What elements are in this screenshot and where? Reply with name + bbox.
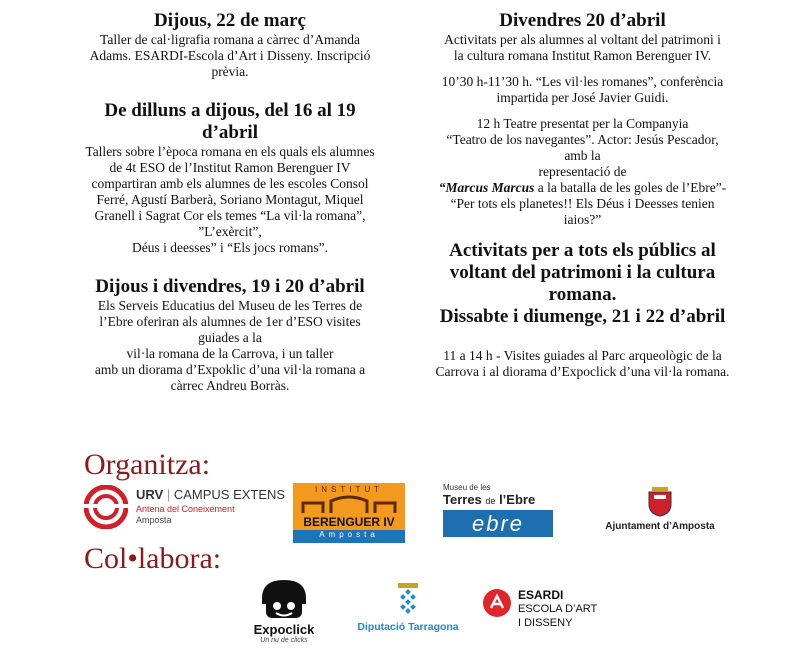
institut-name: BERENGUER IV [303,515,395,529]
urv-emblem-icon [84,485,128,529]
museu-ebre: l’Ebre [499,492,536,507]
event-description: 11 a 14 h - Visites guiades al Parc arqueològic de la Carrova i al diorama d’Expoclick d’una vil·la romana. [435,348,730,379]
left-column [70,10,390,404]
ajuntament-name: Ajuntament d’Amposta [605,521,715,532]
museu-terres: Terres [443,492,482,507]
diputacio-logo [352,583,464,643]
event-description [415,180,750,228]
urv-name: URV [136,487,164,502]
ajuntament-shield-icon [646,483,674,517]
event-description: Tallers sobre l’època romana en els quals els alumnes de 4t ESO de l’Institut Ramon Berenguer IV compartiran amb els alumnes de les escoles Consol Ferré, Agustí Barberà, Soriano Montagut, Miquel Granell i Sagrat Cor els temes “La vil·la romana”, ”L’exèrcit”, Déus i deesses” i “Els jocs romans”. [85,144,375,255]
museu-logo [443,483,555,541]
event-heading: Dijous, 22 de març [154,10,306,31]
museu-small: Museu de les [443,483,491,492]
institut-arch-icon [293,495,405,515]
play-title: “Marcus Marcus [438,180,535,195]
esardi-logo [482,588,602,644]
institut-top: INSTITUT [315,485,383,494]
expoclick-tag: Un riu de clicks [260,637,308,644]
right-column [415,10,750,380]
urv-campus: CAMPUS EXTENS [173,487,286,502]
institut-city: Amposta [293,530,405,543]
diputacio-name: Diputació Tarragona [357,621,459,633]
museu-band: ebre [443,510,553,537]
urv-logo: URV | CAMPUS EXTENS Antena del Coneixement Amposta [84,483,274,533]
urv-antena: Antena del Coneixement [136,504,235,514]
event-heading: Divendres 20 d’abril [499,10,666,31]
event-section-1 [70,10,390,80]
esardi-line2: ESCOLA D’ART [518,603,598,615]
esardi-emblem-icon [482,588,512,618]
event-section-2 [70,100,390,256]
expoclick-name: Expoclick [253,622,315,637]
play-description: a la batalla de les goles de l’Ebre”- “Per tots els planetes!! Els Déus i Deesses tenien iaios?” [450,180,727,227]
diputacio-emblem-icon [394,583,422,615]
event-description: Els Serveis Educatius del Museu de les Terres de l’Ebre oferiran als alumnes de 1er d’ESO visites guiades a la vil·la romana de la Carrova, i un taller amb un diorama d’Expoklic d’una vil·la romana a càrrec Andreu Borràs. [94,298,366,393]
esardi-name: ESARDI [518,588,564,602]
urv-city: Amposta [136,515,172,525]
institut-logo [293,483,405,543]
museu-de: de [485,496,496,506]
event-section-3 [70,276,390,394]
event-heading: Dijous i divendres, 19 i 20 d’abril [95,276,365,297]
event-heading: De dilluns a dijous, del 16 al 19 d’abril [104,100,356,143]
expoclick-figure-icon [254,578,314,624]
colabora-label: Col•labora: [84,542,222,575]
expoclick-logo [244,578,324,644]
event-description: 12 h Teatre presentat per la Companyia “Teatro de los navegantes”. Actor: Jesús Pescador, amb la representació de [446,116,719,179]
event-description: Taller de cal·ligrafia romana a càrrec d’Amanda Adams. ESARDI-Escola d’Art i Disseny. Inscripció prèvia. [89,32,371,79]
event-description: Activitats per als alumnes al voltant del patrimoni i la cultura romana Institut Ramon Berenguer IV. [444,32,721,63]
organitza-label: Organitza: [84,448,211,481]
event-description: 10’30 h-11’30 h. “Les vil·les romanes”, conferència impartida per José Javier Guidi. [441,74,724,105]
esardi-line3: I DISSENY [518,617,573,629]
ajuntament-logo [600,483,720,543]
event-heading: Activitats per a tots els públics al voltant del patrimoni i la cultura romana. Dissabte i diumenge, 21 i 22 d’abril [439,240,726,327]
